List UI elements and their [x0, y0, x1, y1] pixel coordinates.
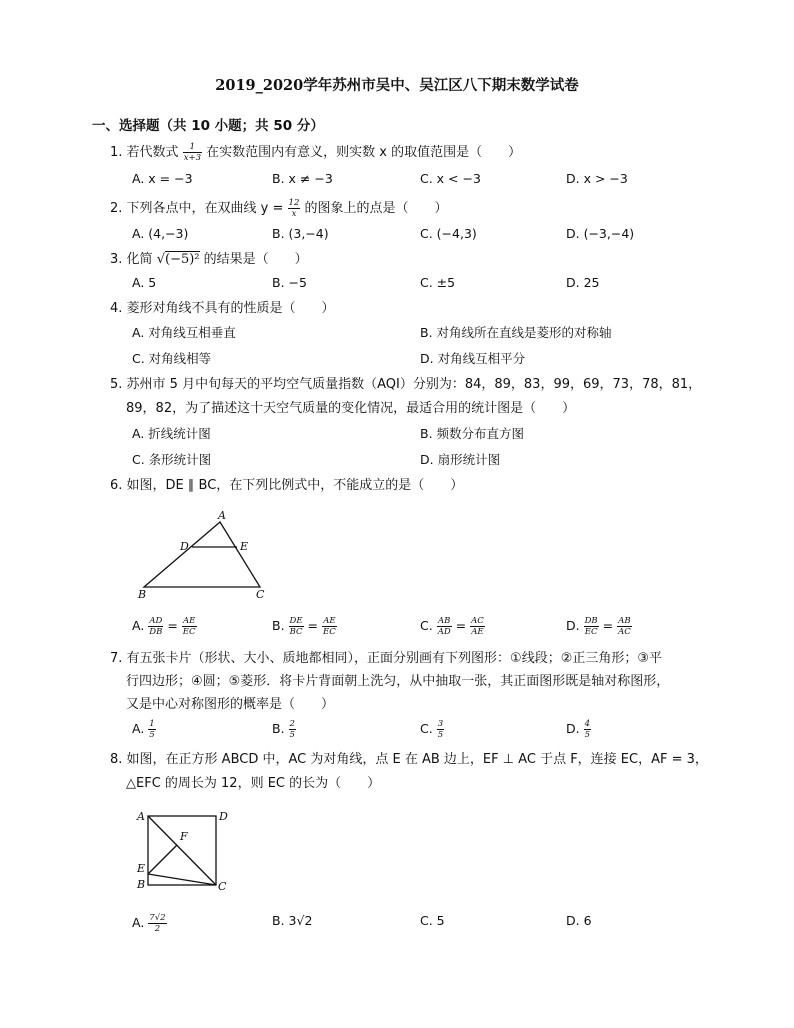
option-d[interactable]: D. $\frac{DB}{EC}$ = $\frac{AB}{AC}$ [566, 616, 631, 637]
option-c[interactable]: C. (−4,3) [420, 226, 477, 241]
label-e: E [240, 540, 249, 553]
question-3 [110, 248, 308, 272]
option-d[interactable]: D. 6 [566, 913, 592, 928]
question-5-line-2: 89，82，为了描述这十天空气质量的变化情况，最适合用的统计图是（ ） [126, 401, 576, 416]
question-8 [110, 748, 708, 772]
label-d: D [219, 810, 228, 823]
question-text: 的图象上的点是（ ） [304, 201, 448, 216]
question-number: 7. [110, 651, 123, 666]
option-d[interactable]: D. 对角线互相平分 [420, 351, 526, 366]
question-8-line-2: △EFC 的周长为 12，则 EC 的长为（ ） [126, 776, 381, 791]
question-text: 有五张卡片（形状、大小、质地都相同），正面分别画有下列图形：①线段；②正三角形；③平 [126, 651, 663, 666]
question-text: 菱形对角线不具有的性质是（ ） [126, 301, 335, 316]
option-d[interactable]: D. x > −3 [566, 171, 628, 186]
option-b[interactable]: B. −5 [272, 275, 307, 290]
question-number: 6. [110, 478, 123, 493]
question-7-line-3: 又是中心对称图形的概率是（ ） [126, 697, 335, 712]
option-c[interactable]: C. 对角线相等 [132, 351, 212, 366]
fraction: $\frac{1}{x+3}$ [183, 142, 202, 163]
question-text: 下列各点中，在双曲线 y = [126, 201, 284, 216]
question-number: 3. [110, 252, 123, 267]
label-b: B [137, 878, 146, 891]
option-c[interactable]: C. ±5 [420, 275, 456, 290]
option-d[interactable]: D. 25 [566, 275, 600, 290]
option-b[interactable]: B. (3,−4) [272, 226, 329, 241]
option-b[interactable]: B. 3√2 [272, 913, 313, 928]
label-d: D [180, 540, 189, 553]
question-text: 的结果是（ ） [203, 252, 308, 267]
option-b[interactable]: B. 对角线所在直线是菱形的对称轴 [420, 325, 612, 340]
question-number: 2. [110, 201, 123, 216]
option-a[interactable]: A. $\frac{7√2}{2}$ [132, 913, 166, 934]
option-b[interactable]: B. $\frac{DE}{BC}$ = $\frac{AE}{EC}$ [272, 616, 336, 637]
option-c[interactable]: C. x < −3 [420, 171, 481, 186]
option-a[interactable]: A. $\frac{AD}{DB}$ = $\frac{AE}{EC}$ [132, 616, 196, 637]
question-4 [110, 297, 335, 321]
triangle-abc [144, 522, 260, 587]
question-text: 如图，在正方形 ABCD 中，AC 为对角线，点 E 在 AB 边上，EF ⊥ AC 于点 F，连接 EC，AF = 3， [126, 752, 708, 767]
question-7 [110, 647, 662, 671]
option-c[interactable]: C. 5 [420, 913, 445, 928]
label-b: B [138, 588, 147, 600]
segment-ef [148, 845, 177, 874]
section-heading: 一、选择题（共 10 小题；共 50 分） [92, 118, 324, 134]
option-c[interactable]: C. 条形统计图 [132, 452, 212, 467]
option-d[interactable]: D. (−3,−4) [566, 226, 635, 241]
option-c[interactable]: C. $\frac{AB}{AD}$ = $\frac{AC}{AE}$ [420, 616, 484, 637]
label-c: C [256, 588, 265, 600]
label-a: A [218, 509, 226, 522]
question-text: 若代数式 [126, 145, 179, 160]
label-a: A [137, 810, 145, 823]
option-a[interactable]: A. 5 [132, 275, 157, 290]
option-b[interactable]: B. $\frac{2}{5}$ [272, 719, 295, 740]
question-number: 1. [110, 145, 123, 160]
option-a[interactable]: A. $\frac{1}{5}$ [132, 719, 155, 740]
triangle-figure [134, 508, 274, 600]
diagonal-ac [148, 816, 216, 885]
question-text: 在实数范围内有意义，则实数 x 的取值范围是（ ） [206, 145, 522, 160]
option-c[interactable]: C. $\frac{3}{5}$ [420, 719, 444, 740]
option-a[interactable]: A. 对角线互相垂直 [132, 325, 236, 340]
radicand: (−5)² [165, 252, 200, 267]
segment-ec [148, 874, 216, 885]
label-c: C [218, 880, 227, 892]
option-a[interactable]: A. 折线统计图 [132, 426, 211, 441]
label-f: F [180, 830, 188, 843]
question-number: 5. [110, 377, 123, 392]
question-6 [110, 474, 463, 498]
square-figure [132, 806, 242, 892]
question-number: 8. [110, 752, 123, 767]
question-7-line-2: 行四边形；④圆；⑤菱形．将卡片背面朝上洗匀，从中抽取一张，其正面图形既是轴对称图形， [126, 674, 670, 689]
question-1 [110, 141, 521, 165]
exam-title: 2019_2020学年苏州市吴中、吴江区八下期末数学试卷 [215, 77, 579, 94]
question-text: 化简 [126, 252, 153, 267]
question-2 [110, 197, 448, 221]
option-d[interactable]: D. $\frac{4}{5}$ [566, 719, 591, 740]
question-text: 如图，DE ∥ BC，在下列比例式中，不能成立的是（ ） [126, 478, 464, 493]
label-e: E [137, 862, 146, 875]
question-text: 苏州市 5 月中旬每天的平均空气质量指数（AQI）分别为：84，89，83，99，69，73，78，81， [126, 377, 702, 392]
question-number: 4. [110, 301, 123, 316]
fraction: $\frac{12}{x}$ [288, 198, 300, 219]
option-b[interactable]: B. x ≠ −3 [272, 171, 333, 186]
option-d[interactable]: D. 扇形统计图 [420, 452, 501, 467]
option-b[interactable]: B. 频数分布直方图 [420, 426, 525, 441]
option-a[interactable]: A. (4,−3) [132, 226, 189, 241]
sqrt-sign: √ [156, 252, 165, 267]
option-a[interactable]: A. x = −3 [132, 171, 193, 186]
question-5 [110, 373, 701, 397]
